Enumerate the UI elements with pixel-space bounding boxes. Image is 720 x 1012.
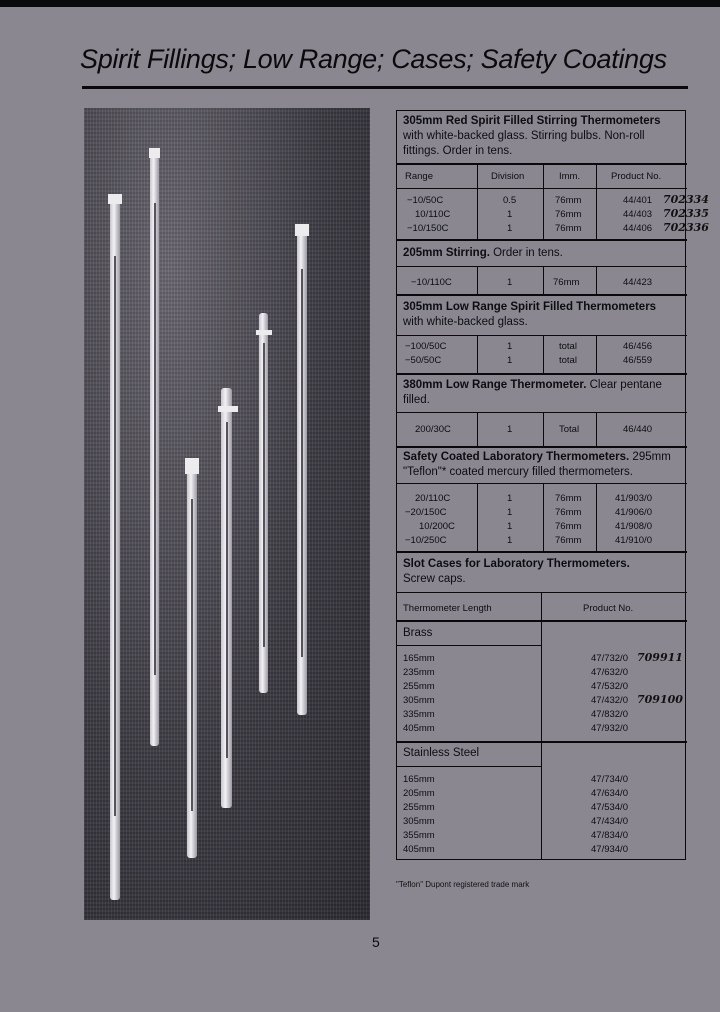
handwritten-note: 702334 (663, 193, 709, 206)
section-title: 305mm Red Spirit Filled Stirring Thermometers (403, 115, 661, 127)
handwritten-note: 702335 (663, 207, 709, 220)
thermometer-cap (108, 194, 122, 204)
table-cell: 1 (507, 277, 513, 288)
column-rule (543, 266, 544, 294)
table-cell: 47/432/0 (591, 695, 628, 706)
table-cell: 47/932/0 (591, 723, 628, 734)
table-cell: 405mm (403, 844, 435, 855)
table-cell: 10/110C (415, 209, 451, 220)
column-rule (477, 483, 478, 551)
thermometer-cap (149, 148, 160, 158)
table-cell: 41/903/0 (615, 493, 652, 504)
section-title: Safety Coated Laboratory Thermometers. 295mm (403, 451, 671, 463)
thermometer-image (187, 468, 197, 858)
column-header: Product No. (611, 171, 662, 182)
thermometer-image (259, 313, 268, 693)
table-cell: 165mm (403, 653, 435, 664)
table-cell: 205mm (403, 788, 435, 799)
table-cell: Total (559, 424, 580, 435)
divider (397, 266, 687, 267)
column-rule (477, 163, 478, 241)
table-cell: 1 (507, 223, 513, 234)
column-rule (543, 163, 544, 241)
subsection-label: Stainless Steel (403, 747, 480, 759)
column-header: Product No. (583, 603, 634, 614)
divider (397, 766, 541, 767)
column-rule (596, 483, 597, 551)
table-cell: 165mm (403, 774, 435, 785)
section-description: with white-backed glass. (403, 316, 528, 328)
divider (397, 483, 687, 484)
table-cell: 20/110C (415, 493, 451, 504)
table-cell: 76mm (555, 195, 582, 206)
section-description: fittings. Order in tens. (403, 145, 513, 157)
table-cell: 44/403 (623, 209, 653, 220)
divider (397, 412, 687, 413)
table-cell: 1 (507, 493, 513, 504)
table-cell: 47/834/0 (591, 830, 628, 841)
table-cell: 47/734/0 (591, 774, 628, 785)
column-rule (541, 592, 542, 860)
page-title: Spirit Fillings; Low Range; Cases; Safety Coatings (80, 44, 667, 74)
table-cell: −10/150C (407, 223, 449, 234)
table-cell: −10/110C (411, 277, 452, 288)
thermometers-photo (84, 108, 370, 920)
section-description: filled. (403, 394, 430, 406)
divider (397, 373, 687, 375)
column-rule (477, 335, 478, 373)
thermometer-image (297, 230, 307, 715)
table-cell: 1 (507, 355, 513, 366)
table-cell: 41/906/0 (615, 507, 652, 518)
table-cell: 405mm (403, 723, 435, 734)
divider (397, 645, 541, 646)
table-cell: 1 (507, 507, 513, 518)
table-cell: 47/634/0 (591, 788, 628, 799)
thermometer-cap (185, 458, 199, 474)
divider (397, 239, 687, 241)
divider (397, 446, 687, 448)
column-header: Division (491, 171, 525, 182)
table-cell: −10/50C (407, 195, 444, 206)
table-cell: 46/559 (623, 355, 653, 366)
column-rule (543, 335, 544, 373)
page-number: 5 (372, 934, 380, 950)
table-cell: 76mm (555, 521, 582, 532)
top-rule (0, 0, 720, 7)
divider (397, 551, 687, 553)
table-cell: 0.5 (503, 195, 517, 206)
table-cell: 44/401 (623, 195, 653, 206)
table-cell: 47/632/0 (591, 667, 628, 678)
section-title: 380mm Low Range Thermometer. Clear pentane (403, 379, 662, 391)
product-table (396, 110, 709, 860)
divider (397, 592, 687, 593)
table-cell: 76mm (555, 493, 582, 504)
column-rule (477, 266, 478, 294)
table-cell: 1 (507, 209, 513, 220)
column-header: Thermometer Length (403, 603, 492, 614)
table-cell: 200/30C (415, 424, 451, 435)
column-rule (596, 163, 597, 241)
table-cell: 1 (507, 521, 513, 532)
table-cell: total (559, 355, 577, 366)
table-cell: 47/532/0 (591, 681, 628, 692)
table-cell: 46/440 (623, 424, 653, 435)
thermometer-image (150, 156, 159, 746)
table-cell: 76mm (555, 223, 582, 234)
column-rule (596, 266, 597, 294)
table-cell: −20/150C (405, 507, 447, 518)
divider (397, 163, 687, 165)
table-cell: 44/423 (623, 277, 653, 288)
table-cell: 41/910/0 (615, 535, 652, 546)
section-title: 305mm Low Range Spirit Filled Thermometers (403, 301, 657, 313)
table-cell: 44/406 (623, 223, 653, 234)
column-header: Imm. (559, 171, 581, 182)
table-cell: 10/200C (419, 521, 455, 532)
section-title: Slot Cases for Laboratory Thermometers. (403, 558, 630, 570)
table-cell: 305mm (403, 695, 435, 706)
column-rule (596, 335, 597, 373)
column-rule (477, 412, 478, 446)
table-cell: −100/50C (405, 341, 447, 352)
handwritten-note: 709100 (637, 693, 683, 706)
table-cell: 47/534/0 (591, 802, 628, 813)
section-title: 205mm Stirring. Order in tens. (403, 247, 563, 259)
table-cell: 255mm (403, 802, 435, 813)
handwritten-note: 709911 (637, 651, 683, 664)
table-cell: 47/434/0 (591, 816, 628, 827)
section-description: Screw caps. (403, 573, 466, 585)
table-cell: 1 (507, 535, 513, 546)
table-cell: 76mm (555, 507, 582, 518)
footnote: "Teflon" Dupont registered trade mark (396, 880, 530, 889)
table-cell: 1 (507, 424, 513, 435)
divider (397, 335, 687, 336)
table-cell: 47/832/0 (591, 709, 628, 720)
table-cell: −50/50C (405, 355, 442, 366)
handwritten-note: 702336 (663, 221, 709, 234)
divider (397, 741, 687, 743)
table-cell: 46/456 (623, 341, 653, 352)
table-cell: 235mm (403, 667, 435, 678)
divider (397, 620, 687, 622)
thermometer-cap (256, 330, 272, 335)
thermometer-cap (218, 406, 238, 412)
section-description: with white-backed glass. Stirring bulbs. Non-roll (403, 130, 645, 142)
table-cell: total (559, 341, 577, 352)
table-cell: 1 (507, 341, 513, 352)
column-rule (543, 483, 544, 551)
table-cell: 41/908/0 (615, 521, 652, 532)
table-cell: 305mm (403, 816, 435, 827)
table-cell: 76mm (553, 277, 580, 288)
subsection-label: Brass (403, 627, 433, 639)
section-description: "Teflon"* coated mercury filled thermometers. (403, 466, 633, 478)
table-cell: −10/250C (405, 535, 447, 546)
column-rule (596, 412, 597, 446)
table-cell: 255mm (403, 681, 435, 692)
divider (397, 188, 687, 189)
table-cell: 76mm (555, 535, 582, 546)
table-cell: 47/934/0 (591, 844, 628, 855)
column-header: Range (405, 171, 433, 182)
thermometer-image (221, 388, 232, 808)
divider (397, 294, 687, 296)
table-cell: 47/732/0 (591, 653, 628, 664)
table-cell: 355mm (403, 830, 435, 841)
column-rule (543, 412, 544, 446)
title-underline (82, 86, 688, 89)
table-cell: 335mm (403, 709, 435, 720)
table-cell: 76mm (555, 209, 582, 220)
thermometer-image (110, 200, 120, 900)
thermometer-cap (295, 224, 309, 236)
